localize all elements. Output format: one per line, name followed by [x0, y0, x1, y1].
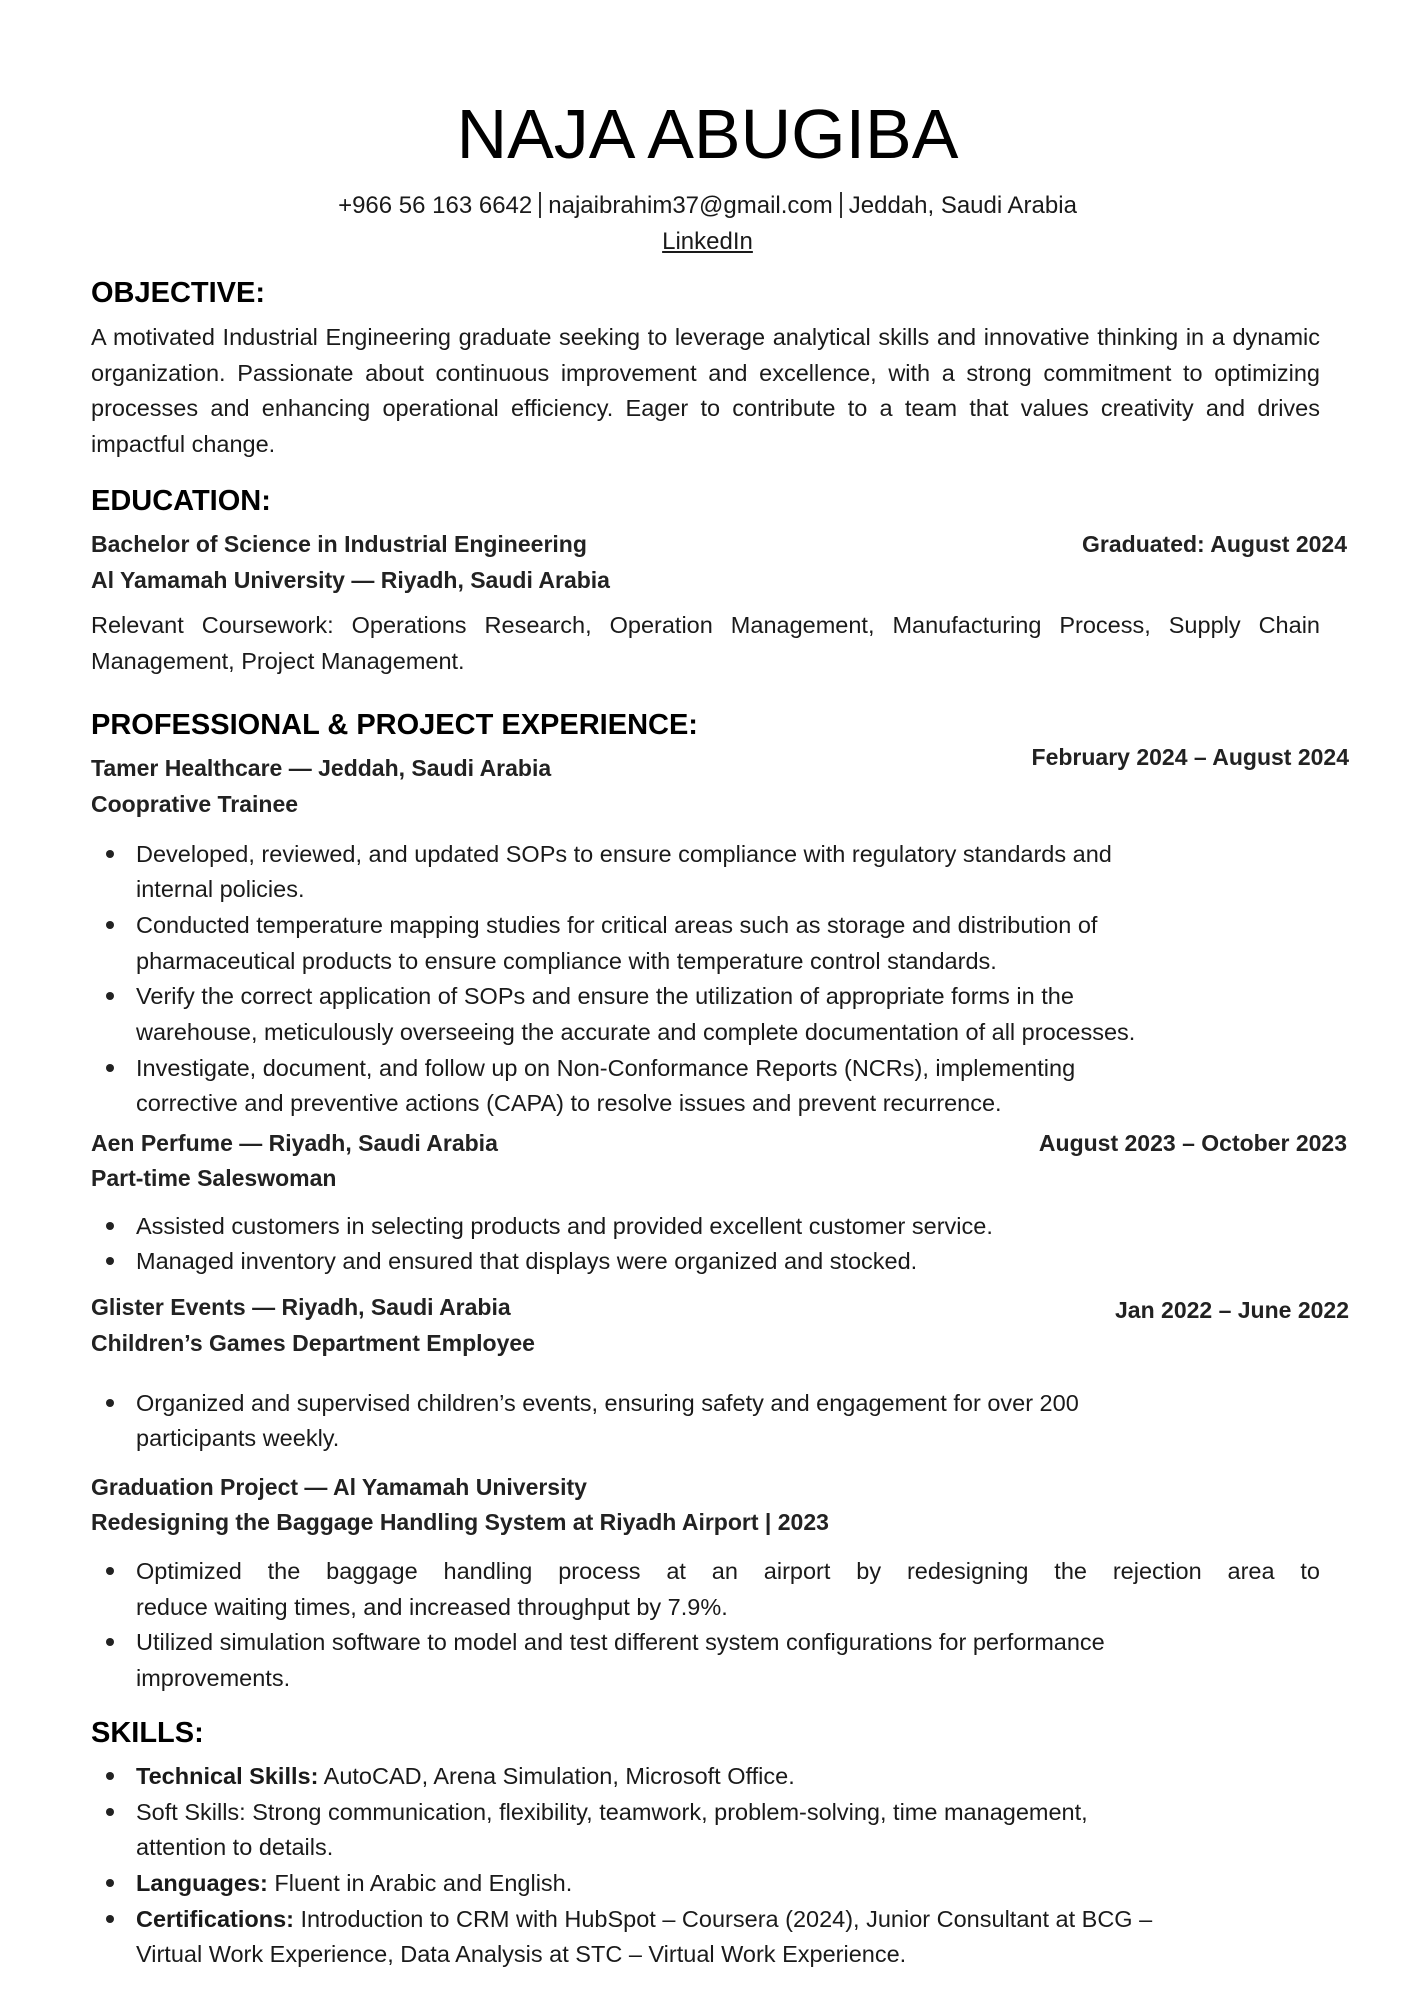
skill-value: Fluent in Arabic and English.: [267, 1870, 573, 1896]
project-subtitle: Redesigning the Baggage Handling System at Riyadh Airport | 2023: [91, 1509, 829, 1535]
skill-label: Technical Skills:: [136, 1763, 319, 1789]
bullet-text: Optimized the baggage handling process at an airport by redesigning the rejection area to: [136, 1558, 1320, 1584]
phone-number: +966 56 163 6642: [338, 192, 533, 219]
bullet-text: Investigate, document, and follow up on Non-Conformance Reports (NCRs), implementing: [136, 1055, 1076, 1081]
skill-soft-cont: attention to details.: [136, 1834, 334, 1860]
bullet-icon: [106, 1638, 114, 1646]
skill-certifications-cont: Virtual Work Experience, Data Analysis at STC – Virtual Work Experience.: [136, 1941, 907, 1967]
contact-line: [0, 190, 1415, 222]
skill-languages: [136, 1867, 572, 1899]
linkedin-row: [0, 226, 1415, 258]
job-company: Aen Perfume — Riyadh, Saudi Arabia: [91, 1130, 498, 1156]
skill-label: Languages:: [136, 1870, 268, 1896]
skill-certifications: [136, 1903, 1152, 1935]
degree: Bachelor of Science in Industrial Engineering: [91, 531, 587, 557]
education-heading: EDUCATION:: [91, 485, 271, 517]
job-company: Glister Events — Riyadh, Saudi Arabia: [91, 1294, 511, 1320]
bullet-icon: [106, 850, 114, 858]
job-dates: August 2023 – October 2023: [1038, 1130, 1347, 1156]
bullet-text: internal policies.: [136, 876, 305, 902]
email-address[interactable]: najaibrahim37@gmail.com: [548, 192, 833, 219]
objective-text: A motivated Industrial Engineering graduate seeking to leverage analytical skills and innovative thinking in a dynamic organization. Passionate about continuous improvement and excellence, with a strong commitment to optimizing processes and enhancing operational efficiency. Eager to contribute to a team that values creativity and drives impactful change.: [91, 324, 1320, 458]
bullet-icon: [106, 1567, 114, 1575]
bullet-icon: [106, 992, 114, 1000]
bullet-text: Verify the correct application of SOPs and ensure the utilization of appropriate forms in the: [136, 983, 1074, 1009]
bullet-icon: [106, 1915, 114, 1923]
bullet-text: pharmaceutical products to ensure compliance with temperature control standards.: [136, 948, 997, 974]
job-dates: Jan 2022 – June 2022: [1115, 1297, 1349, 1323]
university: Al Yamamah University — Riyadh, Saudi Arabia: [91, 567, 610, 593]
separator: [840, 192, 842, 218]
skill-value: AutoCAD, Arena Simulation, Microsoft Office.: [318, 1763, 795, 1789]
separator: [539, 192, 541, 218]
bullet-text: corrective and preventive actions (CAPA) to resolve issues and prevent recurrence.: [136, 1090, 1002, 1116]
linkedin-link[interactable]: LinkedIn: [662, 228, 753, 255]
skills-heading: SKILLS:: [91, 1717, 204, 1749]
skill-technical: [136, 1760, 795, 1792]
job-role: Part-time Saleswoman: [91, 1165, 337, 1191]
bullet-text: reduce waiting times, and increased throughput by 7.9%.: [136, 1594, 728, 1620]
bullet-text: participants weekly.: [136, 1425, 340, 1451]
bullet-icon: [106, 1257, 114, 1265]
bullet-icon: [106, 1772, 114, 1780]
skill-label: Certifications:: [136, 1906, 294, 1932]
bullet-text: Conducted temperature mapping studies for critical areas such as storage and distribution of: [136, 912, 1098, 938]
skill-value: Introduction to CRM with HubSpot – Coursera (2024), Junior Consultant at BCG –: [294, 1906, 1153, 1932]
job-role: Children’s Games Department Employee: [91, 1330, 535, 1356]
bullet-text: warehouse, meticulously overseeing the accurate and complete documentation of all processes.: [136, 1019, 1136, 1045]
bullet-icon: [106, 921, 114, 929]
location: Jeddah, Saudi Arabia: [848, 192, 1077, 219]
bullet-icon: [106, 1879, 114, 1887]
bullet-text: Assisted customers in selecting products and provided excellent customer service.: [136, 1213, 993, 1239]
bullet-text: Organized and supervised children’s events, ensuring safety and engagement for over 200: [136, 1390, 1079, 1416]
bullet-icon: [106, 1222, 114, 1230]
bullet-text: Managed inventory and ensured that displays were organized and stocked.: [136, 1248, 918, 1274]
bullet-icon: [106, 1064, 114, 1072]
bullet-text: Utilized simulation software to model and test different system configurations for performance: [136, 1629, 1105, 1655]
skill-soft: Soft Skills: Strong communication, flexibility, teamwork, problem-solving, time management,: [136, 1799, 1088, 1825]
coursework: Relevant Coursework: Operations Research, Operation Management, Manufacturing Process, Supply Chain Management, Project Management.: [91, 612, 1320, 674]
job-dates: February 2024 – August 2024: [1031, 744, 1349, 770]
objective-heading: OBJECTIVE:: [91, 277, 266, 309]
project-title: Graduation Project — Al Yamamah University: [91, 1474, 587, 1500]
bullet-text: improvements.: [136, 1665, 291, 1691]
job-role: Cooprative Trainee: [91, 791, 299, 817]
bullet-text: Developed, reviewed, and updated SOPs to ensure compliance with regulatory standards and: [136, 841, 1112, 867]
bullet-icon: [106, 1399, 114, 1407]
graduation-date: Graduated: August 2024: [1082, 531, 1347, 557]
candidate-name: NAJA ABUGIBA: [456, 95, 959, 173]
bullet-icon: [106, 1808, 114, 1816]
experience-heading: PROFESSIONAL & PROJECT EXPERIENCE:: [91, 709, 698, 741]
job-company: Tamer Healthcare — Jeddah, Saudi Arabia: [91, 755, 552, 781]
